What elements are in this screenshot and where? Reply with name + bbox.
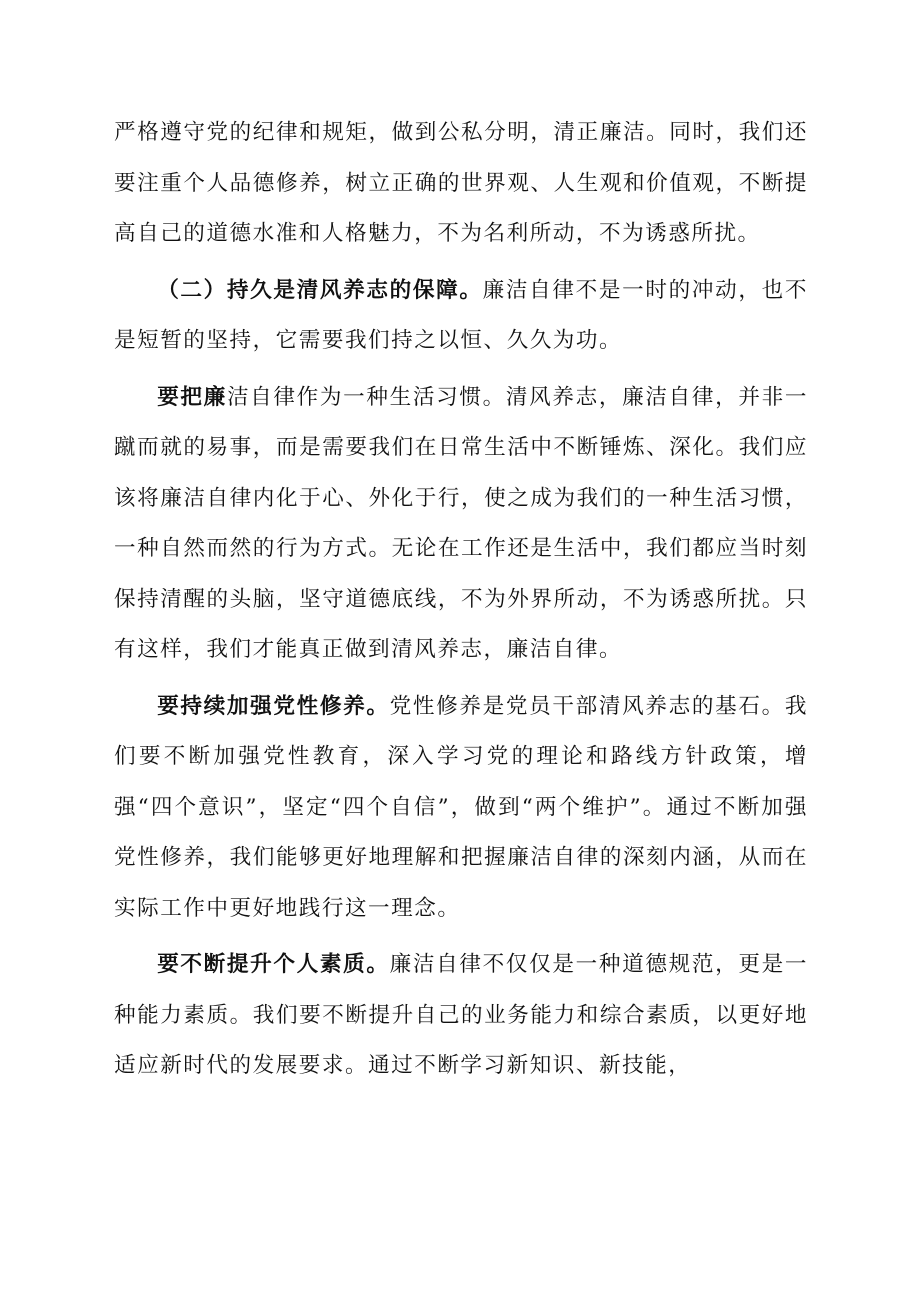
paragraph-1-text: 严格遵守党的纪律和规矩，做到公私分明，清正廉洁。同时，我们还要注重个人品德修养，树立正确的世界观、人生观和价值观，不断提高自己的道德水准和人格魅力，不为名利所动，不为诱惑所扰。: [114, 120, 808, 246]
paragraph-1: [114, 108, 808, 260]
paragraph-5: [114, 940, 808, 1092]
paragraph-2: [114, 266, 808, 367]
paragraph-3-text: 洁自律作为一种生活习惯。清风养志，廉洁自律，并非一蹴而就的易事，而是需要我们在日常生活中不断锤炼、深化。我们应该将廉洁自律内化于心、外化于行，使之成为我们的一种生活习惯，一种自然而然的行为方式。无论在工作还是生活中，我们都应当时刻保持清醒的头脑，坚守道德底线，不为外界所动，不为诱惑所扰。只有这样，我们才能真正做到清风养志，廉洁自律。: [114, 384, 808, 662]
paragraph-4-text: 党性修养是党员干部清风养志的基石。我们要不断加强党性教育，深入学习党的理论和路线方针政策，增强“四个意识”，坚定“四个自信”，做到“两个维护”。通过不断加强党性修养，我们能够更好地理解和把握廉洁自律的深刻内涵，从而在实际工作中更好地践行这一理念。: [114, 693, 808, 921]
paragraph-4: [114, 682, 808, 935]
document-body: [114, 108, 808, 1098]
paragraph-3-lead: 要把廉: [157, 384, 227, 410]
paragraph-5-text: 廉洁自律不仅仅是一种道德规范，更是一种能力素质。我们要不断提升自己的业务能力和综合素质，以更好地适应新时代的发展要求。通过不断学习新知识、新技能，: [114, 952, 808, 1078]
paragraph-5-lead: 要不断提升个人素质。: [157, 952, 390, 977]
paragraph-2-lead: （二）持久是清风养志的保障。: [157, 277, 483, 303]
paragraph-4-lead: 要持续加强党性修养。: [157, 693, 390, 719]
paragraph-3: [114, 373, 808, 676]
paragraph-2-text: 廉洁自律不是一时的冲动，也不是短暂的坚持，它需要我们持之以恒、久久为功。: [114, 277, 808, 353]
